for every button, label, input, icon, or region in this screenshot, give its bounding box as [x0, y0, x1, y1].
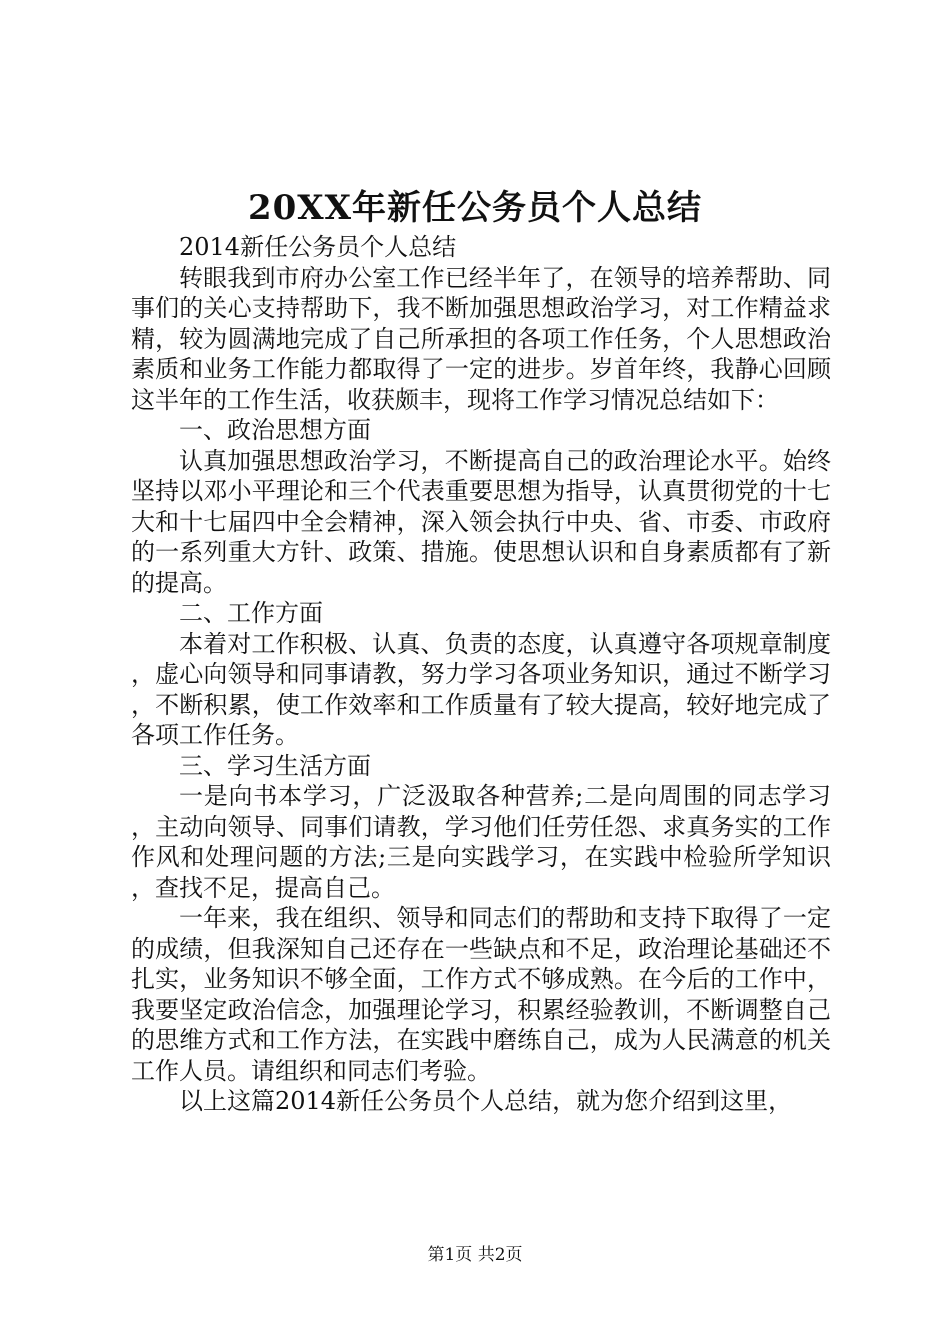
section-heading-study: 三、学习生活方面	[179, 751, 371, 780]
section-heading-work: 二、工作方面	[179, 599, 323, 627]
intro-paragraph: 转眼我到市府办公室工作已经半年了，在领导的培养帮助、同事们的关心支持帮助下，我不断加强思想政治学习，对工作精益求精，较为圆满地完成了自己所承担的各项工作任务，个人思想政治素质和业务工作能力都取得了一定的进步。岁首年终，我静心回顾这半年的工作生活，收获颇丰，现将工作学习情况总结如下：	[131, 263, 831, 414]
work-paragraph: 本着对工作积极、认真、负责的态度，认真遵守各项规章制度，虚心向领导和同事请教，努力学习各项业务知识，通过不断学习，不断积累，使工作效率和工作质量有了较大提高，较好地完成了各项工作任务。	[131, 629, 831, 749]
study-paragraph: 一是向书本学习，广泛汲取各种营养;二是向周围的同志学习，主动向领导、同事们请教，学习他们任劳任怨、求真务实的工作作风和处理问题的方法;三是向实践学习，在实践中检验所学知识，查找不足，提高自己。	[131, 782, 831, 902]
conclusion-paragraph: 一年来，我在组织、领导和同志们的帮助和支持下取得了一定的成绩，但我深知自己还存在一些缺点和不足，政治理论基础还不扎实，业务知识不够全面，工作方式不够成熟。在今后的工作中，我要坚定政治信念，加强理论学习，积累经验教训，不断调整自己的思维方式和工作方法，在实践中磨练自己，成为人民满意的机关工作人员。请组织和同志们考验。	[131, 904, 831, 1085]
closing-paragraph: 以上这篇2014新任公务员个人总结，就为您介绍到这里，	[179, 1087, 793, 1115]
subtitle-paragraph: 2014新任公务员个人总结	[179, 233, 457, 261]
page-number: 第1页 共2页	[427, 1245, 523, 1265]
politics-paragraph: 认真加强思想政治学习，不断提高自己的政治理论水平。始终坚持以邓小平理论和三个代表重要思想为指导，认真贯彻党的十七大和十七届四中全会精神，深入领会执行中央、省、市委、市政府的一系列重大方针、政策、措施。使思想认识和自身素质都有了新的提高。	[131, 446, 831, 597]
section-heading-politics: 一、政治思想方面	[179, 416, 371, 444]
document-body	[131, 232, 831, 1117]
document-title: 20XX年新任公务员个人总结	[247, 188, 703, 228]
